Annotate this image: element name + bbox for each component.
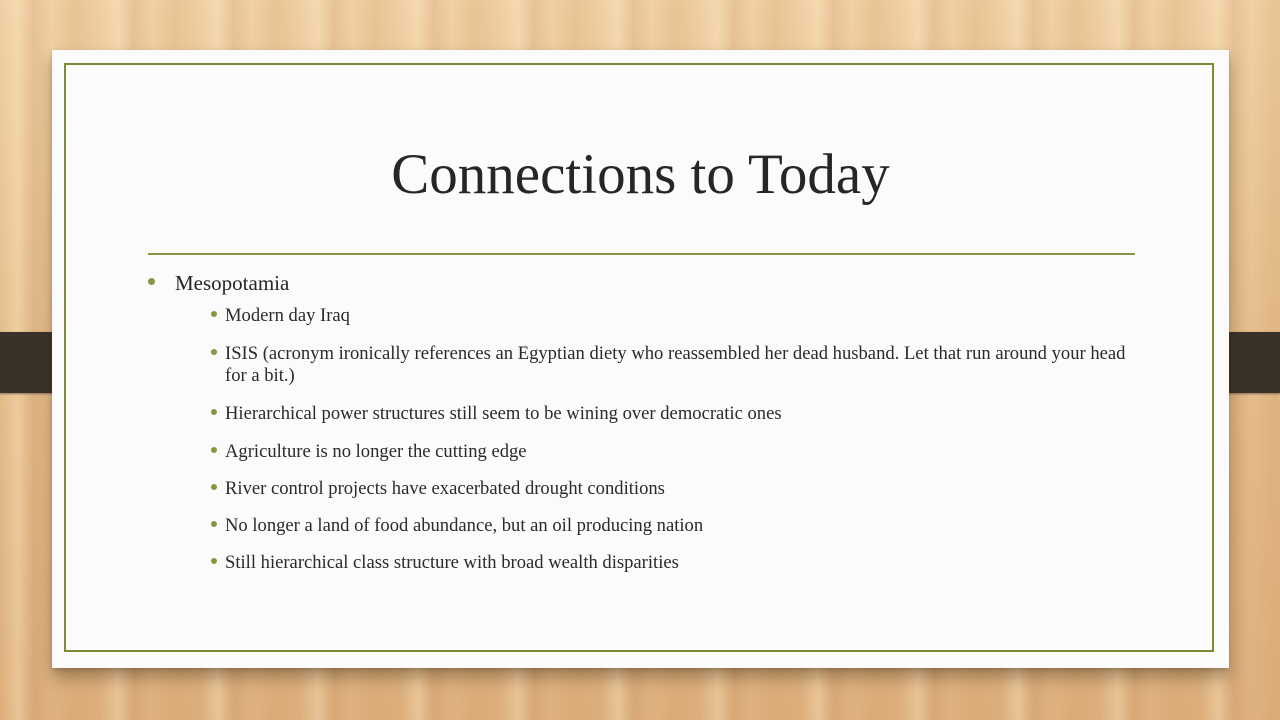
sub-bullet-dot-icon: [211, 447, 217, 453]
sub-bullet-item: [175, 515, 1128, 537]
sub-bullet-text: Agriculture is no longer the cutting edge: [225, 440, 527, 462]
sub-bullet-item: [175, 305, 1128, 327]
sub-bullet-dot-icon: [211, 349, 217, 355]
sub-bullet-text: No longer a land of food abundance, but an oil producing nation: [225, 515, 704, 537]
sub-bullet-item: [175, 441, 1128, 463]
slide-title: Connections to Today: [391, 143, 890, 206]
sub-bullet-dot-icon: [211, 311, 217, 317]
sub-bullet-dot-icon: [211, 409, 217, 415]
sub-bullet-item: [175, 403, 1128, 425]
sub-bullet-text: Still hierarchical class structure with broad wealth disparities: [225, 552, 679, 574]
sub-bullet-item: [175, 343, 1128, 388]
title-divider: [148, 253, 1135, 255]
sub-bullet-text: River control projects have exacerbated drought conditions: [225, 477, 665, 499]
bullet-mesopotamia: [148, 270, 1128, 575]
bullet-dot-icon: [148, 278, 155, 285]
sub-bullet-text: Hierarchical power structures still seem to be wining over democratic ones: [225, 403, 782, 425]
sub-bullet-item: [175, 478, 1128, 500]
slide-body: [148, 270, 1128, 590]
sub-bullet-item: [175, 552, 1128, 574]
sub-bullet-dot-icon: [211, 521, 217, 527]
slide-paper: [52, 50, 1229, 668]
sub-bullet-dot-icon: [211, 558, 217, 564]
sub-bullet-text: ISIS (acronym ironically references an Egyptian diety who reassembled her dead husband. Let that run around your head for a bit.): [225, 342, 1126, 386]
sub-bullet-text: Modern day Iraq: [225, 305, 350, 327]
bullet-text: Mesopotamia: [175, 271, 290, 295]
sub-bullet-dot-icon: [211, 484, 217, 490]
sub-bullet-list: [175, 305, 1128, 575]
